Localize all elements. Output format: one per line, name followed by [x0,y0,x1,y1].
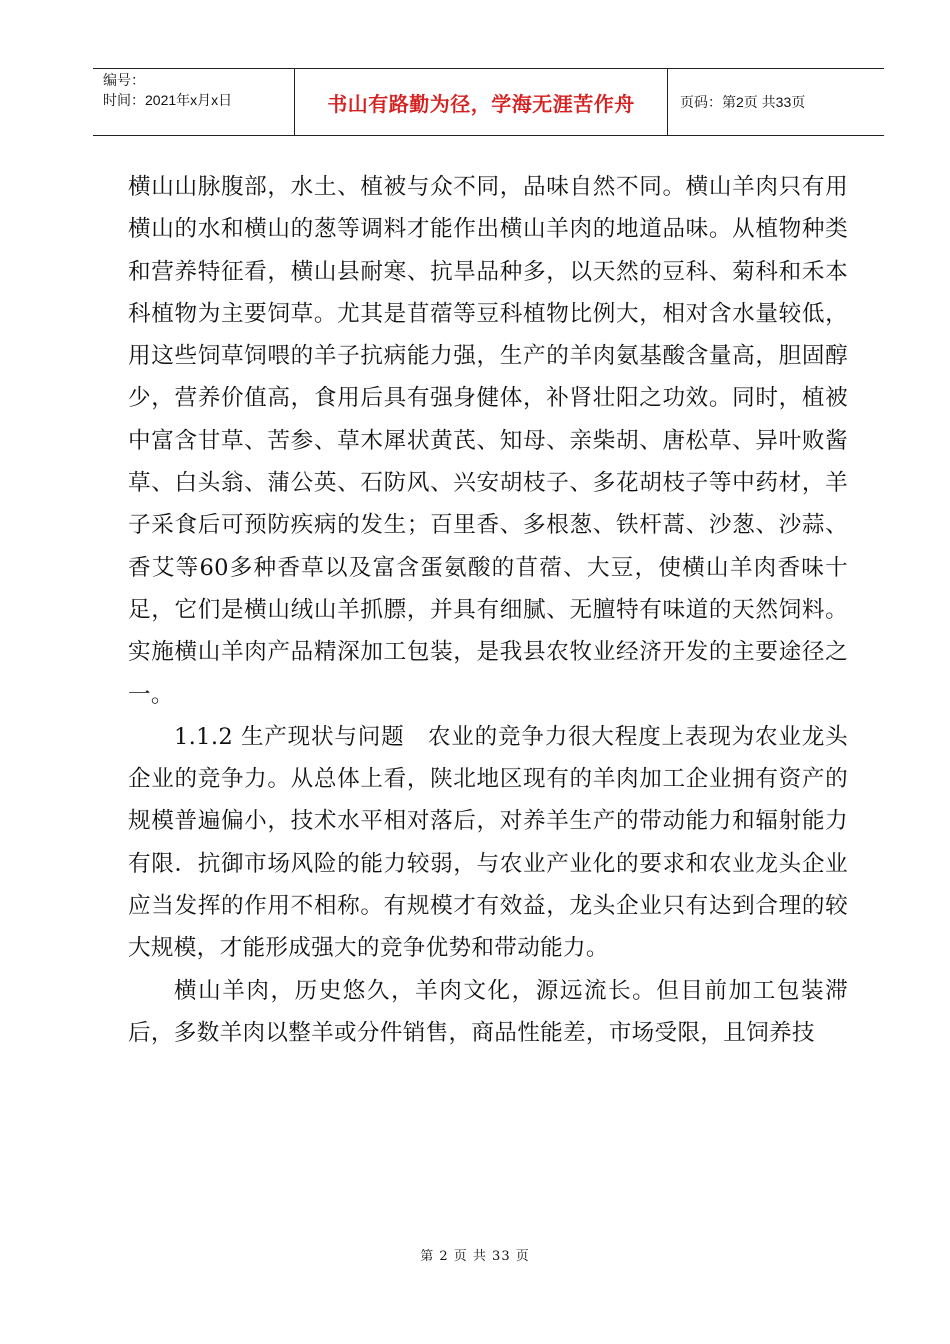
header-page-cell [668,69,884,135]
document-body [128,166,848,1054]
header-page-info: 页码：第2页 共33页 [680,94,806,110]
header-motto-cell [295,69,668,135]
page-footer [0,1245,950,1264]
footer-page-number: 第 2 页 共 33 页 [420,1249,530,1264]
document-header [93,68,884,136]
header-motto: 书山有路勤为径，学海无涯苦作舟 [327,91,635,116]
document-time-label: 时间：2021年x月x日 [103,92,233,108]
document-number-label: 编号： [103,72,145,88]
body-paragraph-1: 横山山脉腹部，水土、植被与众不同，品味自然不同。横山羊肉只有用横山的水和横山的葱等调料才能作出横山羊肉的地道品味。从植物种类和营养特征看，横山县耐寒、抗旱品种多，以天然的豆科、菊科和禾本科植物为主要饲草。尤其是苜蓿等豆科植物比例大，相对含水量较低，用这些饲草饲喂的羊子抗病能力强，生产的羊肉氨基酸含量高，胆固醇少，营养价值高，食用后具有强身健体，补肾壮阳之功效。同时，植被中富含甘草、苦参、草木犀状黄芪、知母、亲柴胡、唐松草、异叶败酱草、白头翁、蒲公英、石防风、兴安胡枝子、多花胡枝子等中药材，羊子采食后可预防疾病的发生；百里香、多根葱、铁杆蒿、沙葱、沙蒜、香艾等60多种香草以及富含蛋氨酸的苜蓿、大豆，使横山羊肉香味十足，它们是横山绒山羊抓膘，并具有细腻、无膻特有味道的天然饲料。实施横山羊肉产品精深加工包装，是我县农牧业经济开发的主要途径之一。 [128,174,848,708]
header-meta-cell [93,69,295,135]
body-paragraph-2: 1.1.2 生产现状与问题 农业的竞争力很大程度上表现为农业龙头企业的竞争力。从总体上看，陕北地区现有的羊肉加工企业拥有资产的规模普遍偏小，技术水平相对落后，对养羊生产的带动能力和辐射能力有限．抗御市场风险的能力较弱，与农业产业化的要求和农业龙头企业应当发挥的作用不相称。有规模才有效益，龙头企业只有达到合理的较大规模，才能形成强大的竞争优势和带动能力。 [128,723,848,962]
body-paragraph-3: 横山羊肉，历史悠久，羊肉文化，源远流长。但目前加工包装滞后，多数羊肉以整羊或分件销售，商品性能差，市场受限，且饲养技 [128,977,848,1046]
